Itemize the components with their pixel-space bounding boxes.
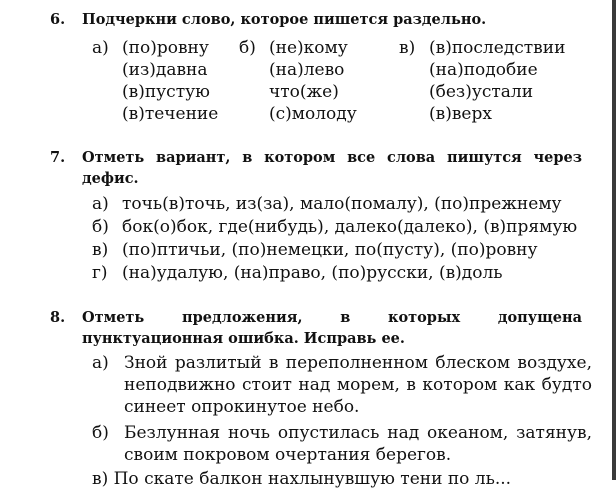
q8-option-a (92, 352, 592, 418)
option-letter: а) (92, 194, 109, 214)
option-letter: б) (92, 217, 109, 237)
option-text: (на)удалую, (на)право, (по)русски, (в)доль (122, 263, 503, 283)
option-letter: а) (92, 353, 109, 373)
q6-column-a (92, 37, 218, 125)
q8-option-b (92, 422, 592, 466)
question-number: 6. (50, 11, 66, 28)
word-item: (в)верх (429, 104, 492, 124)
option-letter: г) (92, 263, 108, 283)
option-text: Зной разлитый в переполненном блеском воздухе, неподвижно стоит над морем, в котором как будто синеет опрокинутое небо. (124, 353, 592, 417)
option-text: точь(в)точь, из(за), мало(помалу), (по)прежнему (122, 194, 562, 214)
q6-column-b (239, 37, 357, 125)
question-number: 7. (50, 149, 66, 166)
q7-option-c (92, 239, 537, 261)
word-item: (по)ровну (122, 38, 209, 58)
word-item: (в)пустую (122, 82, 210, 102)
question-title: Подчеркни слово, которое пишется раздельно. (82, 11, 487, 28)
q8-option-c-partial: в) По скате балкон нахлынувшую тени по ль... (92, 469, 512, 489)
option-letter: б) (92, 423, 109, 443)
window-edge-bar (612, 0, 616, 480)
word-item: (на)лево (269, 60, 345, 80)
question-title: Отметь вариант, в котором все слова пишутся через дефис. (82, 149, 582, 187)
question-number: 8. (50, 309, 66, 326)
word-item: (с)молоду (269, 104, 357, 124)
option-text: (по)птичьи, (по)немецки, по(пусту), (по)ровну (122, 240, 538, 260)
q7-option-d (92, 262, 503, 284)
question-8-heading (50, 307, 582, 349)
option-letter: в) (92, 240, 109, 260)
word-item: (не)кому (269, 38, 348, 58)
option-letter: а) (92, 38, 109, 58)
word-item: (в)течение (122, 104, 219, 124)
question-7-heading (50, 147, 582, 189)
option-letter: в) (399, 38, 416, 58)
word-item: (без)устали (429, 82, 534, 102)
option-letter: б) (239, 38, 256, 58)
word-item: (в)последствии (429, 38, 566, 58)
question-title: Отметь предложения, в которых допущена пунктуационная ошибка. Исправь ее. (82, 309, 582, 347)
option-text: Безлунная ночь опустилась над океаном, затянув, своим покровом очертания берегов. (124, 423, 592, 465)
word-item: (из)давна (122, 60, 208, 80)
q6-column-c (399, 37, 565, 125)
q7-option-b (92, 216, 577, 238)
option-text: бок(о)бок, где(нибудь), далеко(далеко), (в)прямую (122, 217, 578, 237)
word-item: что(же) (269, 82, 339, 102)
q7-option-a (92, 193, 562, 215)
question-6-heading (50, 9, 582, 30)
word-item: (на)подобие (429, 60, 538, 80)
